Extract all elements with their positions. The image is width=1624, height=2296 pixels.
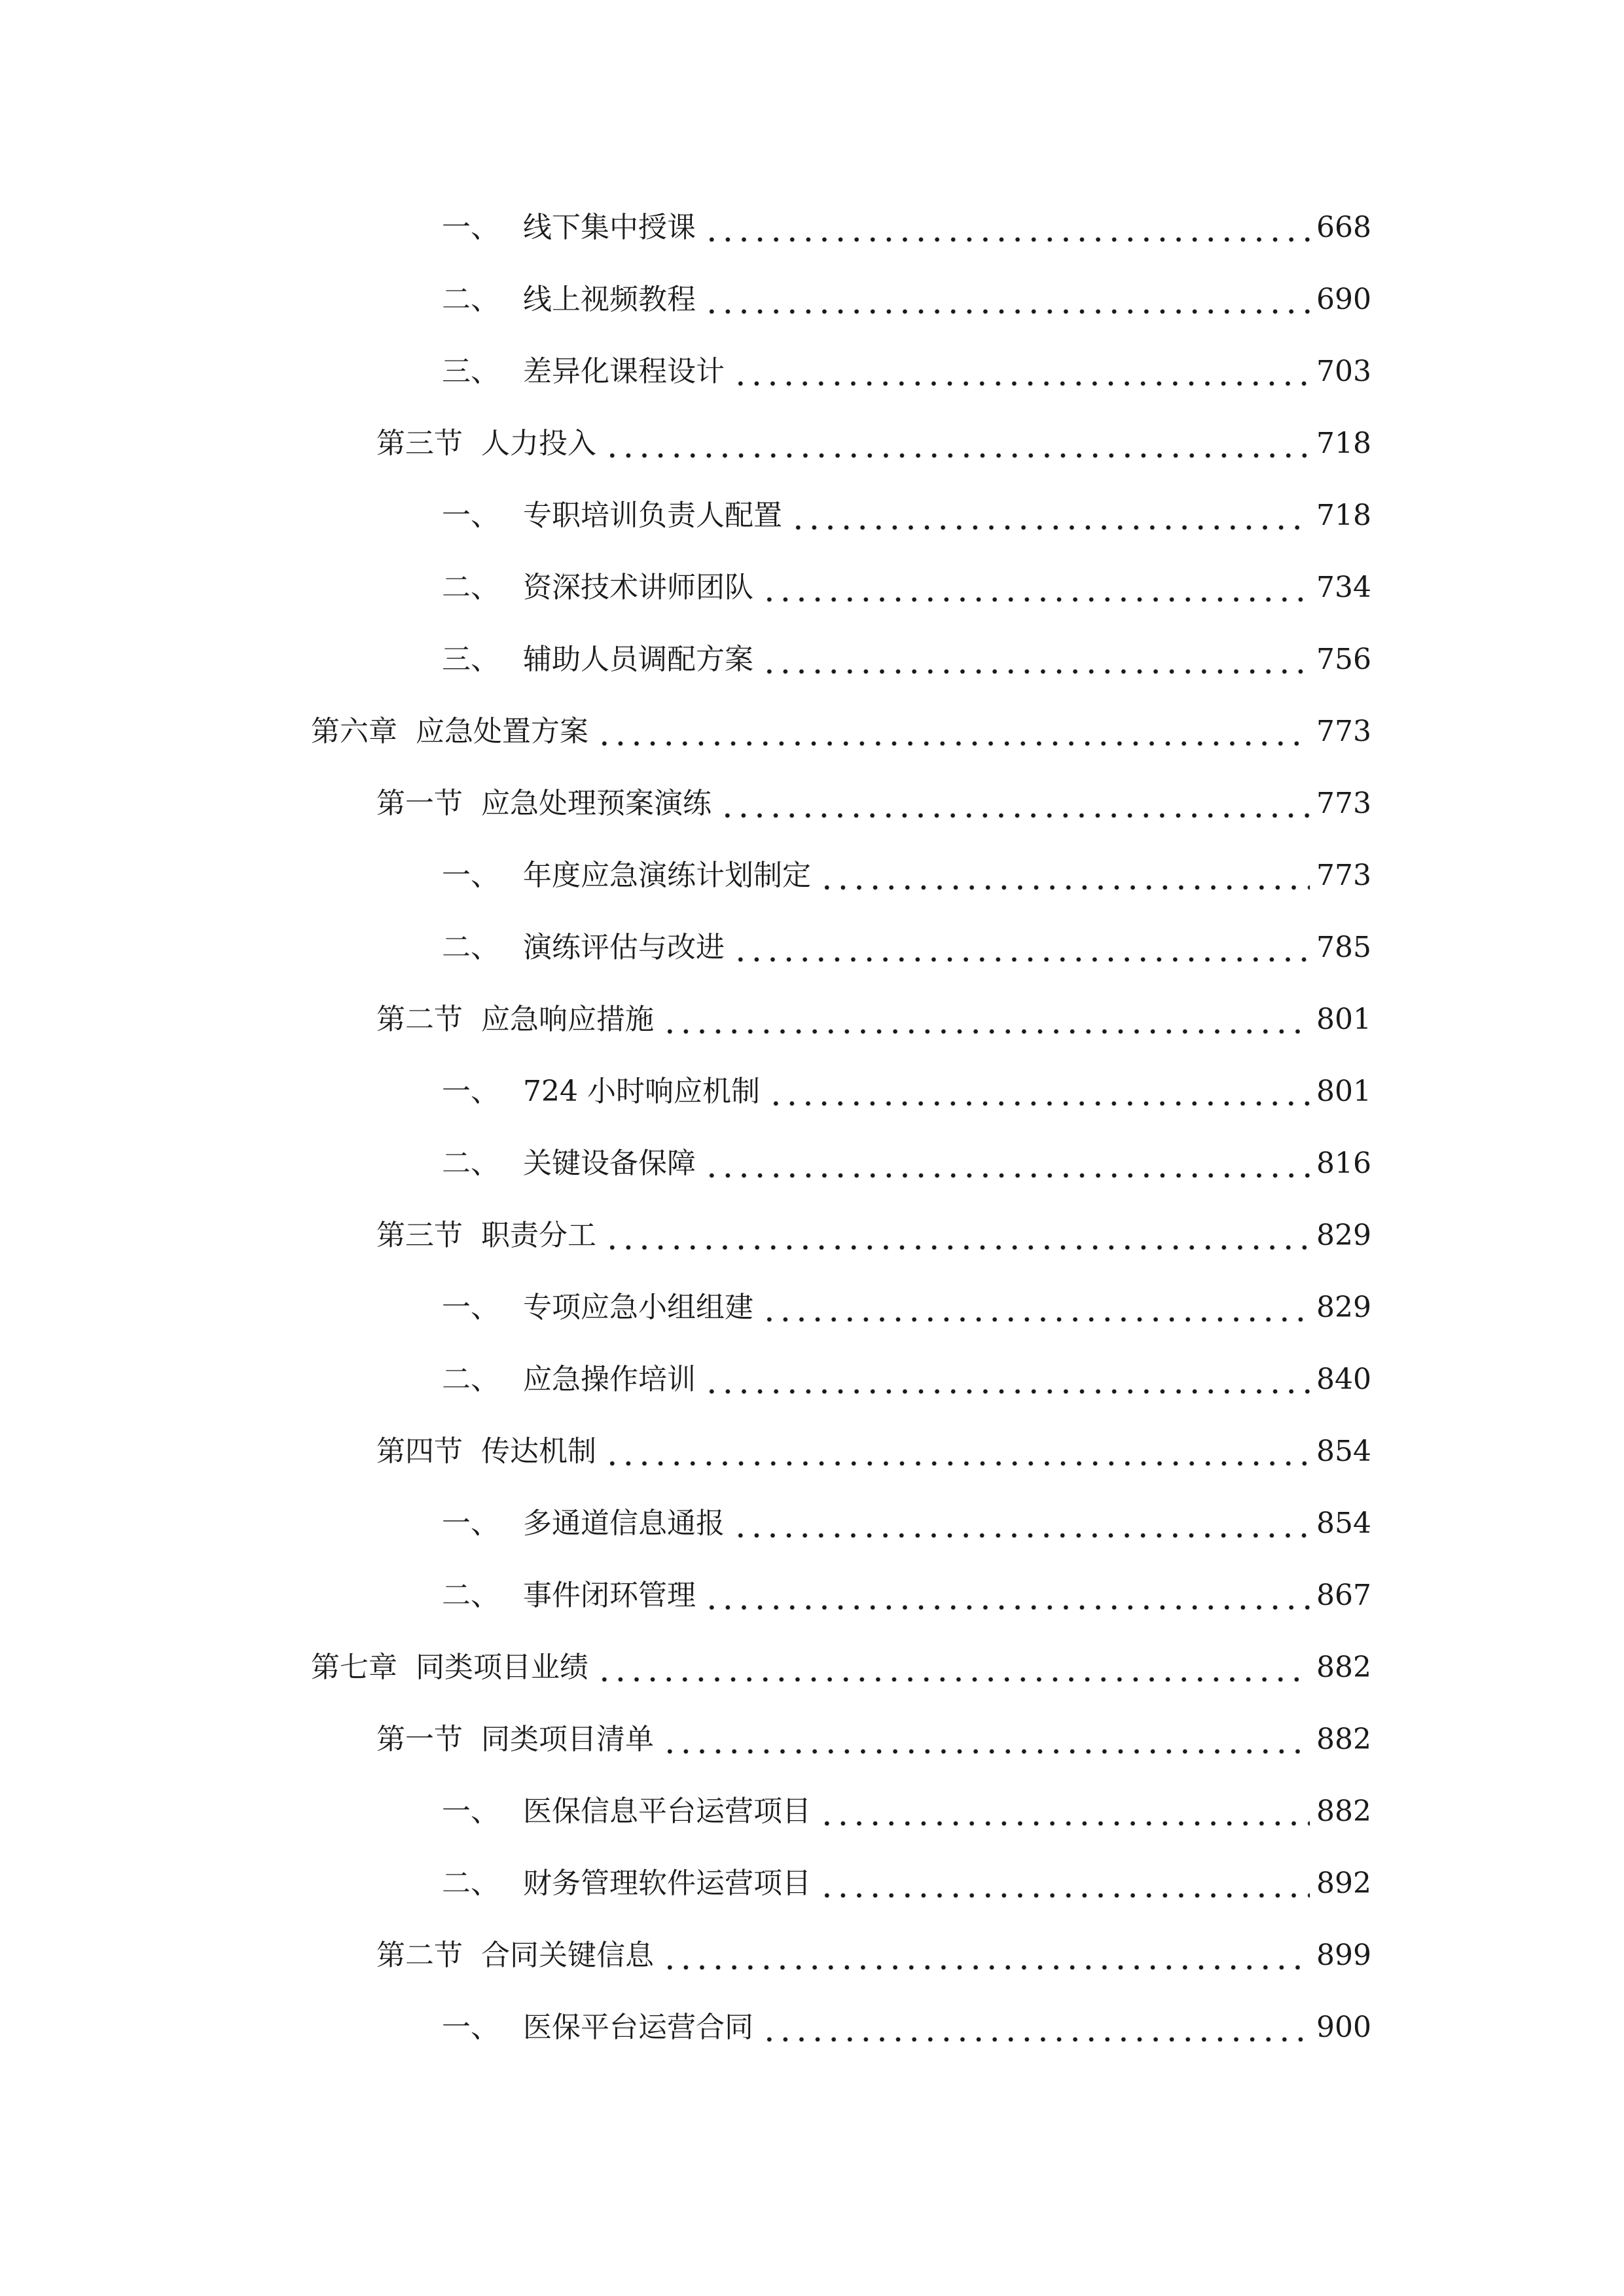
- toc-entry-title: 专项应急小组组建: [523, 1291, 753, 1324]
- dot-leader: [604, 1429, 1310, 1475]
- toc-entry[interactable]: [442, 1069, 1371, 1115]
- dot-leader: [704, 205, 1310, 251]
- dot-leader: [790, 493, 1310, 539]
- toc-entry-page: 900: [1316, 2011, 1371, 2044]
- toc-entry-page: 867: [1316, 1579, 1371, 1612]
- toc-entry[interactable]: [442, 493, 1371, 539]
- toc-entry-page: 690: [1316, 283, 1371, 316]
- toc-entry-number: 第七章: [311, 1651, 397, 1684]
- dot-leader: [662, 997, 1310, 1043]
- toc-entry-number: 第四节: [376, 1435, 463, 1468]
- toc-entry[interactable]: [376, 781, 1371, 827]
- toc-entry[interactable]: [442, 277, 1371, 323]
- toc-entry-title: 事件闭环管理: [523, 1579, 696, 1612]
- toc-entry[interactable]: [376, 1213, 1371, 1259]
- toc-entry[interactable]: [311, 1645, 1371, 1691]
- toc-entry-title: 应急响应措施: [481, 1003, 654, 1036]
- toc-entry-number: 第一节: [376, 1723, 463, 1756]
- toc-entry-number: 一、: [442, 211, 499, 244]
- toc-entry-number: 二、: [442, 1147, 499, 1180]
- toc-entry-title: 多通道信息通报: [523, 1507, 725, 1540]
- dot-leader: [761, 637, 1310, 683]
- toc-entry-number: 第三节: [376, 427, 463, 460]
- toc-entry-page: 829: [1316, 1219, 1371, 1252]
- toc-entry[interactable]: [442, 1573, 1371, 1619]
- toc-entry-page: 703: [1316, 355, 1371, 388]
- toc-entry[interactable]: [442, 637, 1371, 683]
- toc-entry-title: 演练评估与改进: [523, 931, 725, 964]
- toc-entry-number: 一、: [442, 2011, 499, 2044]
- toc-entry-page: 785: [1316, 931, 1371, 964]
- toc-entry[interactable]: [442, 1141, 1371, 1187]
- toc-entry-number: 一、: [442, 1507, 499, 1540]
- toc-entry-title: 应急处理预案演练: [481, 787, 712, 820]
- dot-leader: [704, 1573, 1310, 1619]
- toc-entry-number: 二、: [442, 571, 499, 604]
- dot-leader: [732, 1501, 1310, 1547]
- toc-entry[interactable]: [442, 1861, 1371, 1907]
- toc-entry-page: 773: [1316, 859, 1371, 892]
- toc-entry[interactable]: [442, 205, 1371, 251]
- toc-entry-title: 线上视频教程: [523, 283, 696, 316]
- toc-entry-page: 816: [1316, 1147, 1371, 1180]
- dot-leader: [704, 1357, 1310, 1403]
- dot-leader: [761, 1285, 1310, 1331]
- toc-entry[interactable]: [311, 709, 1371, 755]
- dot-leader: [768, 1069, 1310, 1115]
- toc-entry-page: 718: [1316, 427, 1371, 460]
- toc-entry-title: 差异化课程设计: [523, 355, 725, 388]
- toc-entry-title: 医保平台运营合同: [523, 2011, 753, 2044]
- dot-leader: [819, 853, 1310, 899]
- toc-entry-number: 一、: [442, 1795, 499, 1828]
- toc-entry[interactable]: [442, 1357, 1371, 1403]
- dot-leader: [819, 1861, 1310, 1907]
- toc-entry-title: 传达机制: [481, 1435, 596, 1468]
- toc-entry[interactable]: [442, 925, 1371, 971]
- toc-entry[interactable]: [442, 565, 1371, 611]
- toc-entry[interactable]: [442, 853, 1371, 899]
- dot-leader: [761, 2005, 1310, 2051]
- toc-entry-page: 801: [1316, 1075, 1371, 1108]
- toc-entry[interactable]: [442, 2005, 1371, 2051]
- toc-entry-page: 734: [1316, 571, 1371, 604]
- toc-entry-title: 应急操作培训: [523, 1363, 696, 1396]
- toc-entry-number: 一、: [442, 1291, 499, 1324]
- toc-entry-title: 合同关键信息: [481, 1939, 654, 1972]
- toc-entry[interactable]: [442, 1501, 1371, 1547]
- toc-entry-title: 职责分工: [481, 1219, 596, 1252]
- toc-entry-number: 第一节: [376, 787, 463, 820]
- dot-leader: [819, 1789, 1310, 1835]
- toc-entry-title: 专职培训负责人配置: [523, 499, 782, 532]
- dot-leader: [732, 925, 1310, 971]
- toc-entry-number: 第六章: [311, 715, 397, 748]
- dot-leader: [662, 1717, 1310, 1763]
- toc-entry-title: 应急处置方案: [416, 715, 588, 748]
- toc-entry-title: 医保信息平台运营项目: [523, 1795, 811, 1828]
- toc-entry[interactable]: [442, 1789, 1371, 1835]
- toc-entry-page: 854: [1316, 1507, 1371, 1540]
- toc-entry-number: 二、: [442, 1579, 499, 1612]
- dot-leader: [604, 421, 1310, 467]
- toc-entry-page: 801: [1316, 1003, 1371, 1036]
- toc-entry-title: 同类项目业绩: [416, 1651, 588, 1684]
- toc-entry[interactable]: [442, 1285, 1371, 1331]
- toc-entry-title: 财务管理软件运营项目: [523, 1867, 811, 1900]
- toc-entry-title: 724 小时响应机制: [523, 1075, 760, 1108]
- toc-entry-page: 899: [1316, 1939, 1371, 1972]
- toc-entry-page: 882: [1316, 1795, 1371, 1828]
- dot-leader: [662, 1933, 1310, 1979]
- dot-leader: [761, 565, 1310, 611]
- toc-entry[interactable]: [376, 1717, 1371, 1763]
- toc-entry-page: 718: [1316, 499, 1371, 532]
- toc-entry-number: 第二节: [376, 1939, 463, 1972]
- dot-leader: [704, 277, 1310, 323]
- toc-entry-number: 二、: [442, 1867, 499, 1900]
- toc-entry[interactable]: [376, 1933, 1371, 1979]
- dot-leader: [596, 709, 1310, 755]
- toc-entry-number: 二、: [442, 1363, 499, 1396]
- toc-entry-number: 第三节: [376, 1219, 463, 1252]
- toc-entry-title: 资深技术讲师团队: [523, 571, 753, 604]
- toc-entry-title: 关键设备保障: [523, 1147, 696, 1180]
- toc-entry-page: 882: [1316, 1651, 1371, 1684]
- toc-entry-title: 年度应急演练计划制定: [523, 859, 811, 892]
- toc-entry-page: 773: [1316, 715, 1371, 748]
- toc-entry-title: 人力投入: [481, 427, 596, 460]
- dot-leader: [732, 349, 1310, 395]
- dot-leader: [596, 1645, 1310, 1691]
- toc-entry-page: 854: [1316, 1435, 1371, 1468]
- toc-entry-title: 同类项目清单: [481, 1723, 654, 1756]
- toc-entry-number: 一、: [442, 1075, 499, 1108]
- toc-entry-page: 892: [1316, 1867, 1371, 1900]
- toc-entry-page: 840: [1316, 1363, 1371, 1396]
- toc-entry-page: 668: [1316, 211, 1371, 244]
- toc-entry-number: 二、: [442, 283, 499, 316]
- toc-entry[interactable]: [376, 1429, 1371, 1475]
- toc-entry-page: 756: [1316, 643, 1371, 676]
- toc-entry[interactable]: [442, 349, 1371, 395]
- toc-entry-number: 一、: [442, 499, 499, 532]
- toc-entry[interactable]: [376, 997, 1371, 1043]
- toc-entry-number: 三、: [442, 355, 499, 388]
- toc-entry-page: 882: [1316, 1723, 1371, 1756]
- toc-entry-title: 辅助人员调配方案: [523, 643, 753, 676]
- toc-entry-number: 第二节: [376, 1003, 463, 1036]
- toc-entry-title: 线下集中授课: [523, 211, 696, 244]
- dot-leader: [704, 1141, 1310, 1187]
- toc-entry-number: 二、: [442, 931, 499, 964]
- dot-leader: [604, 1213, 1310, 1259]
- toc-entry-page: 829: [1316, 1291, 1371, 1324]
- toc-entry[interactable]: [376, 421, 1371, 467]
- toc-entry-number: 一、: [442, 859, 499, 892]
- dot-leader: [719, 781, 1310, 827]
- toc-entry-page: 773: [1316, 787, 1371, 820]
- toc-entry-number: 三、: [442, 643, 499, 676]
